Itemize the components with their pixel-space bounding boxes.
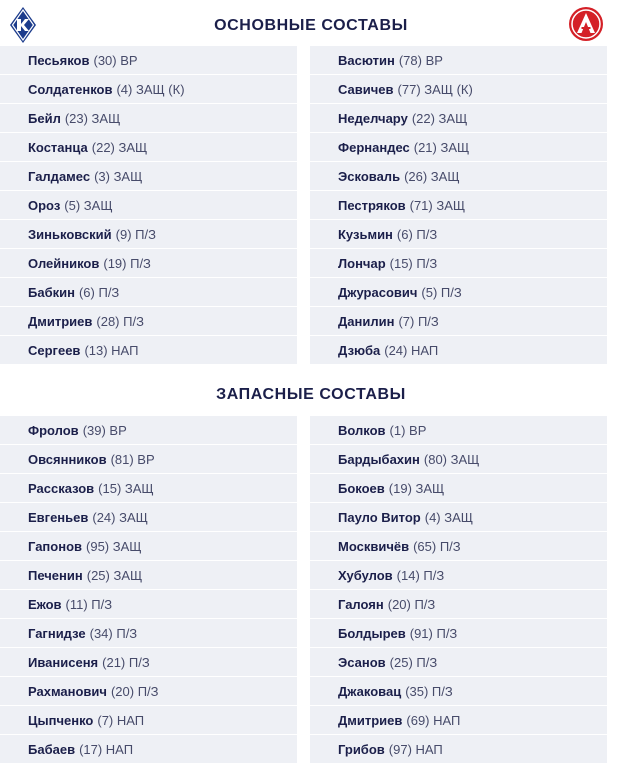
player-name: Джурасович <box>338 284 418 300</box>
away-subs-lineup <box>310 416 607 764</box>
player-name: Грибов <box>338 741 385 757</box>
home-subs-lineup <box>0 416 297 764</box>
player-row <box>0 133 297 161</box>
player-number-position: (23) ЗАЩ <box>64 110 121 126</box>
player-name: Галоян <box>338 596 384 612</box>
player-row <box>0 278 297 306</box>
player-name: Сергеев <box>28 342 81 358</box>
player-number-position: (78) ВР <box>398 52 443 68</box>
player-number-position: (34) П/З <box>89 625 138 641</box>
player-row <box>310 191 607 219</box>
player-number-position: (4) ЗАЩ <box>424 509 473 525</box>
player-name: Ежов <box>28 596 62 612</box>
player-row <box>310 561 607 589</box>
player-name: Фернандес <box>338 139 410 155</box>
player-name: Кузьмин <box>338 226 393 242</box>
player-row <box>0 75 297 103</box>
player-number-position: (26) ЗАЩ <box>404 168 460 184</box>
player-name: Олейников <box>28 255 100 271</box>
player-name: Бабаев <box>28 741 76 757</box>
player-number-position: (22) ЗАЩ <box>411 110 468 126</box>
player-row <box>310 162 607 190</box>
player-number-position: (80) ЗАЩ <box>423 451 480 467</box>
player-row <box>0 735 297 763</box>
player-number-position: (24) ЗАЩ <box>92 509 148 525</box>
player-row <box>310 474 607 502</box>
player-number-position: (17) НАП <box>79 741 134 757</box>
player-number-position: (25) П/З <box>389 654 438 670</box>
player-row <box>0 648 297 676</box>
player-row <box>310 133 607 161</box>
player-number-position: (65) П/З <box>413 538 461 554</box>
player-row <box>310 677 607 705</box>
player-row <box>310 46 607 74</box>
player-row <box>0 104 297 132</box>
lineups-header <box>0 0 622 48</box>
player-name: Костанца <box>28 139 88 155</box>
player-number-position: (7) НАП <box>97 712 145 728</box>
player-row <box>0 445 297 473</box>
player-row <box>0 532 297 560</box>
player-number-position: (5) ЗАЩ <box>64 197 113 213</box>
player-name: Пауло Витор <box>338 509 421 525</box>
player-number-position: (15) П/З <box>389 255 438 271</box>
player-name: Солдатенков <box>28 81 113 97</box>
player-number-position: (6) П/З <box>78 284 120 300</box>
player-row <box>310 104 607 132</box>
player-row <box>0 590 297 618</box>
player-row <box>310 735 607 763</box>
player-name: Иванисеня <box>28 654 99 670</box>
player-row <box>0 307 297 335</box>
player-number-position: (7) П/З <box>398 313 439 329</box>
player-row <box>0 162 297 190</box>
player-name: Галдамес <box>28 168 91 184</box>
player-number-position: (69) НАП <box>406 712 461 728</box>
player-number-position: (1) ВР <box>389 422 427 438</box>
player-name: Эсковаль <box>338 168 401 184</box>
player-name: Эсанов <box>338 654 386 670</box>
player-number-position: (71) ЗАЩ <box>409 197 466 213</box>
player-number-position: (3) ЗАЩ <box>94 168 143 184</box>
player-row <box>310 503 607 531</box>
player-name: Дмитриев <box>28 313 93 329</box>
subs-lineups <box>0 416 622 766</box>
player-number-position: (6) П/З <box>396 226 438 242</box>
player-number-position: (9) П/З <box>115 226 156 242</box>
player-row <box>310 416 607 444</box>
player-number-position: (97) НАП <box>388 741 443 757</box>
player-row <box>0 220 297 248</box>
player-row <box>310 249 607 277</box>
player-name: Рахманович <box>28 683 107 699</box>
player-row <box>310 532 607 560</box>
player-number-position: (39) ВР <box>82 422 127 438</box>
player-row <box>0 416 297 444</box>
player-row <box>310 75 607 103</box>
player-number-position: (4) ЗАЩ (К) <box>116 81 185 97</box>
player-name: Данилин <box>338 313 395 329</box>
player-name: Васютин <box>338 52 395 68</box>
player-row <box>0 619 297 647</box>
player-row <box>310 220 607 248</box>
player-row <box>0 503 297 531</box>
player-row <box>310 278 607 306</box>
player-number-position: (91) П/З <box>409 625 458 641</box>
player-name: Бабкин <box>28 284 75 300</box>
player-row <box>0 706 297 734</box>
player-name: Лончар <box>338 255 386 271</box>
player-number-position: (13) НАП <box>84 342 139 358</box>
player-number-position: (15) ЗАЩ <box>98 480 154 496</box>
player-name: Болдырев <box>338 625 406 641</box>
player-name: Ороз <box>28 197 61 213</box>
player-number-position: (21) П/З <box>102 654 150 670</box>
player-number-position: (35) П/З <box>405 683 453 699</box>
player-number-position: (20) П/З <box>110 683 159 699</box>
player-number-position: (20) П/З <box>387 596 436 612</box>
away-main-lineup <box>310 46 607 365</box>
player-name: Печенин <box>28 567 83 583</box>
player-number-position: (24) НАП <box>384 342 439 358</box>
home-main-lineup <box>0 46 297 365</box>
player-number-position: (21) ЗАЩ <box>413 139 470 155</box>
player-number-position: (95) ЗАЩ <box>86 538 142 554</box>
player-row <box>310 648 607 676</box>
player-row <box>0 191 297 219</box>
player-number-position: (28) П/З <box>96 313 144 329</box>
player-number-position: (11) П/З <box>65 596 113 612</box>
player-number-position: (5) П/З <box>421 284 462 300</box>
player-name: Овсянников <box>28 451 107 467</box>
player-row <box>0 474 297 502</box>
player-name: Савичев <box>338 81 394 97</box>
player-number-position: (19) П/З <box>103 255 151 271</box>
player-name: Песьяков <box>28 52 90 68</box>
player-number-position: (19) ЗАЩ <box>388 480 445 496</box>
player-row <box>310 619 607 647</box>
main-lineups <box>0 46 622 366</box>
player-name: Неделчару <box>338 110 408 126</box>
main-lineups-title: ОСНОВНЫЕ СОСТАВЫ <box>214 17 408 34</box>
player-name: Москвичёв <box>338 538 410 554</box>
player-number-position: (81) ВР <box>110 451 155 467</box>
player-number-position: (25) ЗАЩ <box>86 567 143 583</box>
player-name: Гагнидзе <box>28 625 86 641</box>
player-row <box>0 249 297 277</box>
player-number-position: (30) ВР <box>93 52 138 68</box>
akron-logo-icon <box>568 6 604 42</box>
player-row <box>310 706 607 734</box>
player-name: Бардыбахин <box>338 451 420 467</box>
player-name: Пестряков <box>338 197 406 213</box>
player-name: Волков <box>338 422 386 438</box>
player-row <box>310 590 607 618</box>
player-name: Хубулов <box>338 567 393 583</box>
player-name: Фролов <box>28 422 79 438</box>
player-number-position: (22) ЗАЩ <box>91 139 148 155</box>
player-name: Рассказов <box>28 480 95 496</box>
player-name: Бокоев <box>338 480 385 496</box>
player-name: Цыпченко <box>28 712 94 728</box>
player-row <box>310 336 607 364</box>
player-name: Джаковац <box>338 683 402 699</box>
player-row <box>0 336 297 364</box>
player-name: Зиньковский <box>28 226 112 242</box>
player-name: Дмитриев <box>338 712 403 728</box>
player-number-position: (14) П/З <box>396 567 445 583</box>
player-name: Евгеньев <box>28 509 89 525</box>
player-row <box>310 307 607 335</box>
player-row <box>0 46 297 74</box>
player-number-position: (77) ЗАЩ (К) <box>397 81 473 97</box>
player-row <box>0 561 297 589</box>
player-name: Бейл <box>28 110 61 126</box>
player-row <box>310 445 607 473</box>
player-name: Дзюба <box>338 342 381 358</box>
player-name: Гапонов <box>28 538 83 554</box>
subs-title: ЗАПАСНЫЕ СОСТАВЫ <box>216 386 406 403</box>
player-row <box>0 677 297 705</box>
